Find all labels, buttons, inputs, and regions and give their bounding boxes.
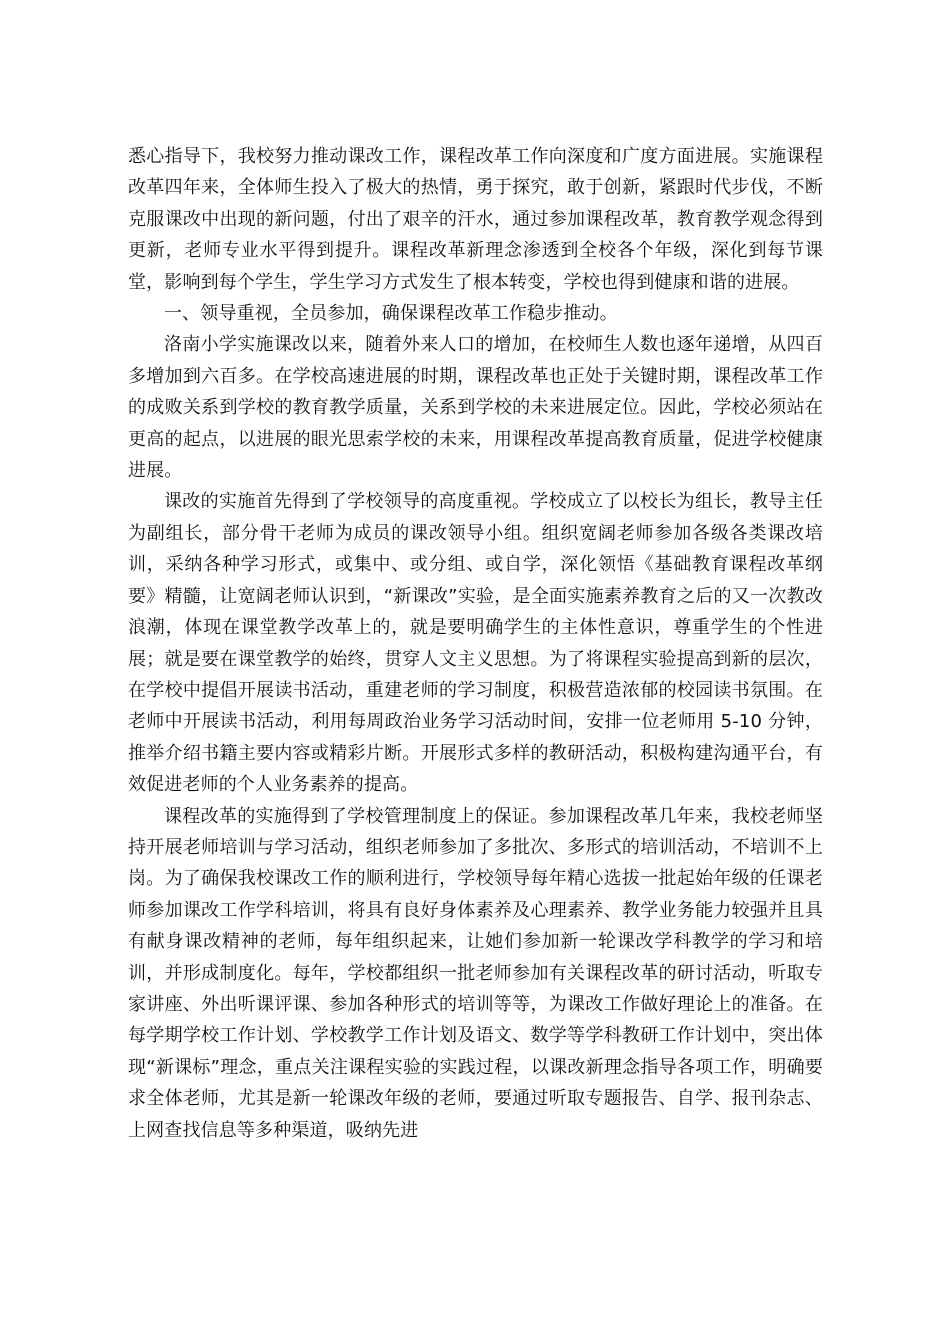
paragraph-intro: 悉心指导下，我校努力推动课改工作，课程改革工作向深度和广度方面进展。实施课程改革四年来，全体师生投入了极大的热情，勇于探究，敢于创新，紧跟时代步伐，不断克服课改中出现的新问题，付出了艰辛的汗水，通过参加课程改革，教育教学观念得到更新，老师专业水平得到提升。课程改革新理念渗透到全校各个年级，深化到每节课堂，影响到每个学生，学生学习方式发生了根本转变，学校也得到健康和谐的进展。 xyxy=(128,146,823,293)
paragraph-background: 洛南小学实施课改以来，随着外来人口的增加，在校师生人数也逐年递增，从四百多增加到六百多。在学校高速进展的时期，课程改革也正处于关键时期，课程改革工作的成败关系到学校的教育教学质量，关系到学校的未来进展定位。因此，学校必须站在更高的起点，以进展的眼光思索学校的未来，用课程改革提高教育质量，促进学校健康进展。 xyxy=(128,334,823,482)
document-body xyxy=(128,141,823,1146)
paragraph-management: 课程改革的实施得到了学校管理制度上的保证。参加课程改革几年来，我校老师坚持开展老师培训与学习活动，组织老师参加了多批次、多形式的培训活动，不培训不上岗。为了确保我校课改工作的顺利进行，学校领导每年精心选拔一批起始年级的任课老师参加课改工作学科培训，将具有良好身体素养及心理素养、教学业务能力较强并且具有献身课改精神的老师，每年组织起来，让她们参加新一轮课改学科教学的学习和培训，并形成制度化。每年，学校都组织一批老师参加有关课程改革的研讨活动，听取专家讲座、外出听课评课、参加各种形式的培训等等，为课改工作做好理论上的准备。在每学期学校工作计划、学校教学工作计划及语文、数学等学科教研工作计划中，突出体现“新课标”理念，重点关注课程实验的实践过程，以课改新理念指导各项工作，明确要求全体老师，尤其是新一轮课改年级的老师，要通过听取专题报告、自学、报刊杂志、上网查找信息等多种渠道，吸纳先进 xyxy=(128,805,823,1141)
section-heading: 一、领导重视，全员参加，确保课程改革工作稳步推动。 xyxy=(164,303,618,325)
paragraph-leadership: 课改的实施首先得到了学校领导的高度重视。学校成立了以校长为组长，教导主任为副组长，部分骨干老师为成员的课改领导小组。组织宽阔老师参加各级各类课改培训，采纳各种学习形式，或集中、或分组、或自学，深化领悟《基础教育课程改革纲要》精髓，让宽阔老师认识到，“新课改”实验，是全面实施素养教育之后的又一次教改浪潮，体现在课堂教学改革上的，就是要明确学生的主体性意识，尊重学生的个性进展；就是要在课堂教学的始终，贯穿人文主义思想。为了将课程实验提高到新的层次，在学校中提倡开展读书活动，重建老师的学习制度，积极营造浓郁的校园读书氛围。在老师中开展读书活动，利用每周政治业务学习活动时间，安排一位老师用 5-10 分钟，推举介绍书籍主要内容或精彩片断。开展形式多样的教研活动，积极构建沟通平台，有效促进老师的个人业务素养的提高。 xyxy=(128,491,823,796)
